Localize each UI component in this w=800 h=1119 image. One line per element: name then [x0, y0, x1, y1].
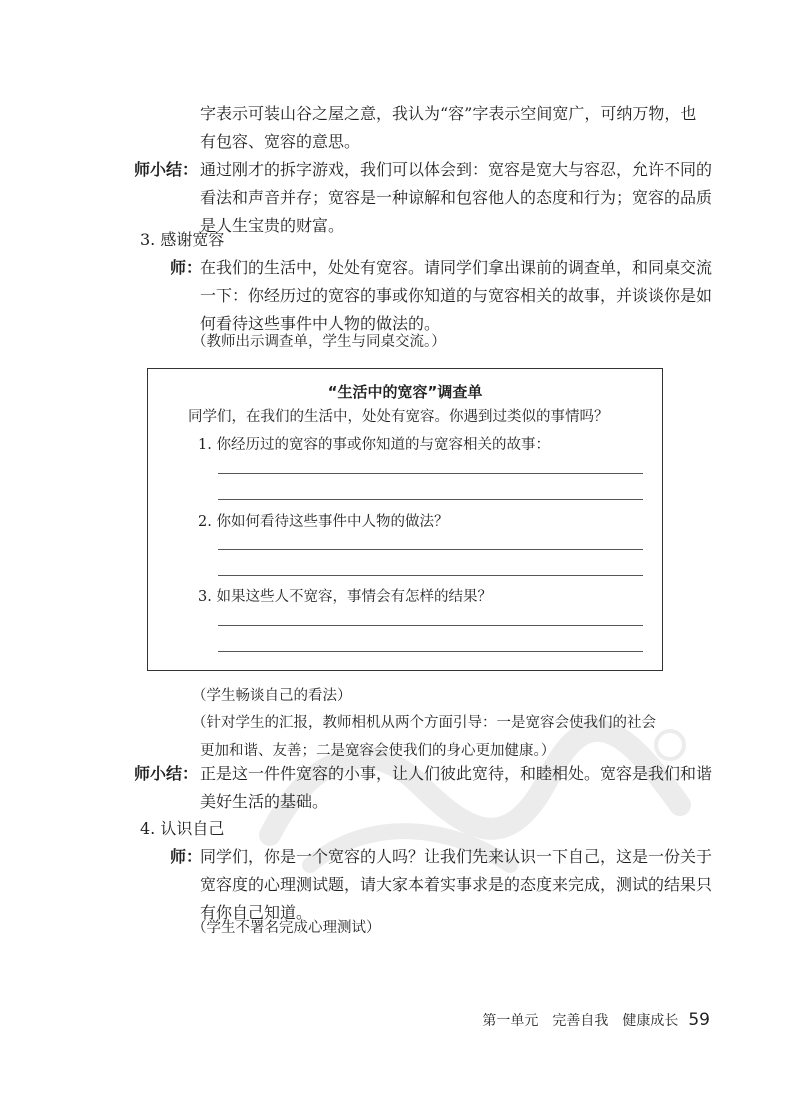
answer-line[interactable] — [218, 575, 643, 576]
speaker-label: 师小结： — [134, 160, 199, 179]
answer-line[interactable] — [218, 625, 643, 626]
summary-line: 美好生活的基础。 — [200, 792, 329, 811]
intro-paragraph — [200, 100, 720, 156]
section-number: 4. — [140, 819, 156, 838]
page-footer — [482, 1008, 710, 1033]
intro-line: 有包容、宽容的意思。 — [200, 132, 361, 151]
summary-line: 是人生宝贵的财富。 — [200, 216, 345, 235]
survey-form — [147, 368, 663, 671]
summary-line: 正是这一件件宽容的小事，让人们彼此宽待，和睦相处。宽容是我们和谐 — [200, 764, 713, 783]
speaker-label: 师小结： — [134, 764, 199, 783]
question-text: 如果这些人不宽容，事情会有怎样的结果？ — [216, 589, 492, 605]
section-heading-3 — [140, 226, 224, 254]
answer-line[interactable] — [218, 549, 643, 550]
intro-line: 字表示可装山谷之屋之意，我认为“容”字表示空间宽广，可纳万物，也 — [200, 104, 697, 123]
speaker-label: 师： — [170, 258, 203, 277]
survey-question-2 — [198, 512, 448, 532]
direction-line: （针对学生的汇报，教师相机从两个方面引导：一是宽容会使我们的社会 — [192, 715, 656, 731]
speech-line: 宽容度的心理测试题，请大家本着实事求是的态度来完成，测试的结果只 — [200, 875, 713, 894]
speech-line: 一下：你经历过的宽容的事或你知道的与宽容相关的故事，并谈谈你是如 — [200, 286, 713, 305]
speaker-label: 师： — [170, 847, 203, 866]
question-text: 你如何看待这些事件中人物的做法？ — [216, 514, 449, 530]
question-number: 1. — [198, 437, 212, 453]
direction-line: 更加和谐、友善；二是宽容会使我们的身心更加健康。） — [200, 743, 556, 759]
question-text: 你经历过的宽容的事或你知道的与宽容相关的故事： — [216, 437, 550, 453]
answer-line[interactable] — [218, 473, 643, 474]
answer-line[interactable] — [218, 651, 643, 652]
section-title: 感谢宽容 — [160, 230, 225, 249]
question-number: 3. — [198, 589, 212, 605]
section-heading-4 — [140, 815, 224, 843]
stage-direction — [192, 709, 732, 765]
speech-line: 在我们的生活中，处处有宽容。请同学们拿出课前的调查单，和同桌交流 — [200, 258, 713, 277]
summary-line: 通过刚才的拆字游戏，我们可以体会到：宽容是宽大与容忍，允许不同的 — [200, 160, 713, 179]
survey-intro: 同学们，在我们的生活中，处处有宽容。你遇到过类似的事情吗？ — [188, 409, 609, 425]
summary-line: 看法和声音并存；宽容是一种谅解和包容他人的态度和行为；宽容的品质 — [200, 188, 713, 207]
survey-title: “生活中的宽容”调查单 — [327, 383, 483, 401]
stage-direction: （教师出示调查单，学生与同桌交流。） — [192, 334, 446, 350]
stage-direction: （学生不署名完成心理测试） — [192, 920, 381, 936]
section-title: 认识自己 — [160, 819, 225, 838]
speech-line: 同学们，你是一个宽容的人吗？让我们先来认识一下自己，这是一份关于 — [200, 847, 713, 866]
question-number: 2. — [198, 514, 212, 530]
survey-question-1 — [198, 435, 550, 455]
answer-line[interactable] — [218, 499, 643, 500]
stage-direction: （学生畅谈自己的看法） — [192, 688, 352, 704]
survey-question-3 — [198, 587, 492, 607]
speech-line: 何看待这些事件中人物的做法的。 — [200, 314, 441, 333]
unit-title: 第一单元 完善自我 健康成长 — [482, 1013, 679, 1029]
page-number: 59 — [688, 1010, 710, 1030]
section-number: 3. — [140, 230, 156, 249]
speech-line: 有你自己知道。 — [200, 903, 313, 922]
